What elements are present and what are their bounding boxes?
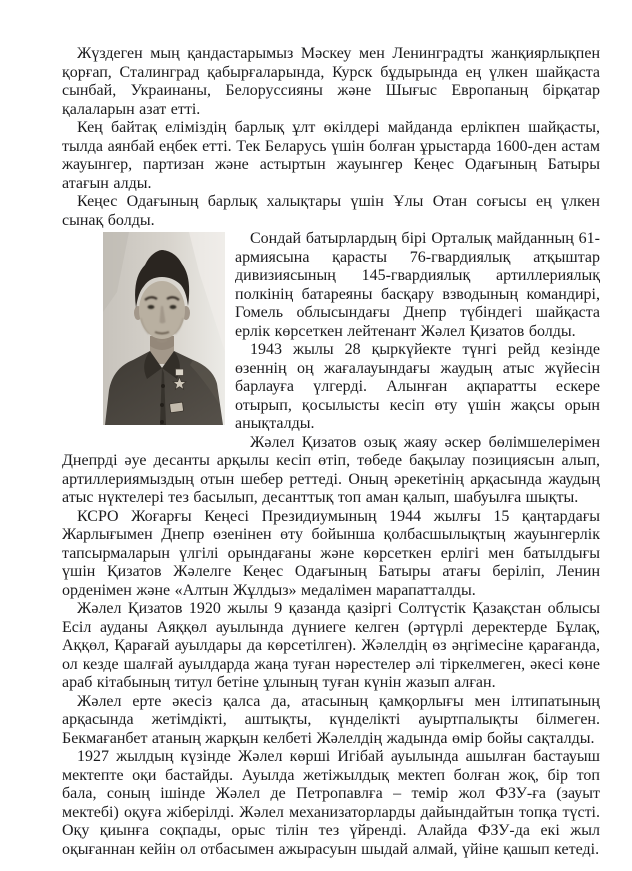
portrait-photo-image	[103, 232, 225, 425]
pocket-badge	[170, 402, 184, 413]
paragraph-9: Жәлел ерте әкесіз қалса да, атасының қамқорлығы мен ілтипатының арқасында жетімдікті, аштықты, күнделікті ауыртпалықты білмеген. Бекмағанбет атаның жарқын келбеті Жәлелдің жадында өмір бойы сақталды.	[62, 692, 600, 747]
paragraph-4-text: Сондай батырлардың бірі Орталық майданның 61-армиясына қарасты 76-гвардиялық атқыштар дивизиясының 145-гвардиялық артиллериялық полкінің батареяны басқару взводының командирі, Гомель облысындағы Днепр түбіндегі шайқаста ерлік көрсеткен лейтенант Жәлел Қизатов болды.	[235, 230, 600, 340]
portrait-photo	[103, 232, 225, 425]
paragraph-10: 1927 жылдың күзінде Жәлел көрші Игібай ауылында ашылған бастауыш мектепте оқи бастайды. Ауылда жетіжылдық мектеп болған жоқ, бір топ бала, соның ішінде Жәлел де Петропавлға – темір жол ФЗУ-ға (зауыт мектебі) оқуға жіберілді. Жәлел механизаторларды дайындайтын топқа түсті. Оқу қиынға соқпады, орыс тілін тез үйренді. Алайда ФЗУ-да екі жыл оқығаннан кейін ол отбасымен ажырасуын шыдай алмай, үйіне қашып кетеді.	[62, 748, 600, 858]
paragraph-4	[62, 230, 600, 341]
paragraph-1: Жүздеген мың қандастарымыз Мәскеу мен Ленинградты жанқиярлықпен қорғап, Сталинград қабырғаларында, Курск бұдырында ең үлкен шайқаста сынбай, Украинаны, Белоруссияны және Шығыс Европаның бірқатар қалаларын азат етті.	[62, 45, 600, 118]
paragraph-2: Кең байтақ еліміздің барлық ұлт өкілдері майданда ерлікпен шайқасты, тылда аянбай еңбек етті. Тек Беларусь үшін болған ұрыстарда 1600-ден астам жауынгер, партизан және астыртын жауынгер Кеңес Одағының Батыры атағын алды.	[62, 119, 600, 192]
paragraph-3: Кеңес Одағының барлық халықтары үшін Ұлы Отан соғысы ең үлкен сынақ болды.	[62, 193, 600, 229]
paragraph-7: КСРО Жоғарғы Кеңесі Президиумының 1944 жылғы 15 қаңтардағы Жарлығымен Днепр өзенінен өту бойынша қолбасшылықтың жауынгерлік тапсырмаларын үлгілі орындағаны және көрсеткен ерлігі мен батылдығы үшін Қизатов Жәлелге Кеңес Одағының Батыры атағы беріліп, Ленин орденімен және «Алтын Жұлдыз» медалімен марапатталды.	[62, 507, 600, 599]
paragraph-5: 1943 жылы 28 қыркүйекте түнгі рейд кезінде өзеннің оң жағалауындағы жаудың атыс жүйесін барлауға үлгерді. Алынған ақпаратты ескере отырып, қосылысты кесіп өту үшін жақсы орын анықталды.	[235, 341, 600, 432]
paragraph-6: Жәлел Қизатов озық жаяу әскер бөлімшелерімен Днепрді әуе десанты арқылы кесіп өтіп, төбеде бақылау позициясын алып, артиллериямыздың отын шебер реттеді. Оның әрекетінің арқасында жаудың атыс нүктелері тез басылып, десанттық топ аман қалып, шабуылға шықты.	[62, 433, 600, 506]
paragraph-8: Жәлел Қизатов 1920 жылы 9 қазанда қазіргі Солтүстік Қазақстан облысы Есіл ауданы Аяққөл ауылында дүниеге келген (әртүрлі деректерде Бұлақ, Аққөл, Қарағай ауылдары да көрсетілген). Жәлелдің өз әңгімесіне қарағанда, ол кезде шалғай ауылдарда жаңа туған нәрестелер әлі тіркелмеген, әкесі көне араб кітабының титул бетіне ұлының туған күнін жазып алған.	[62, 600, 600, 691]
